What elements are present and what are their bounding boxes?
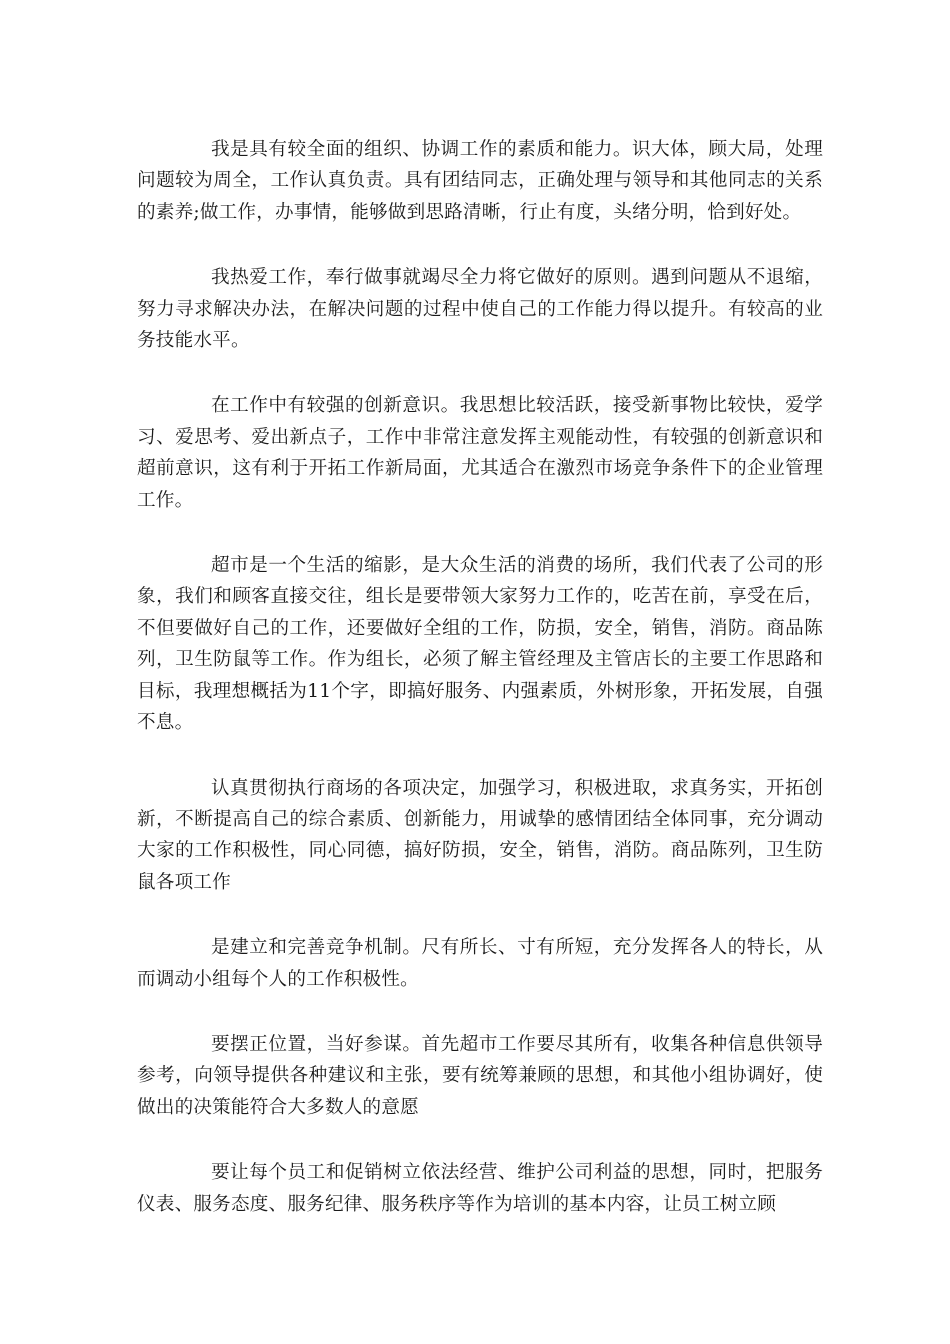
paragraph: 是建立和完善竞争机制。尺有所长、寸有所短，充分发挥各人的特长，从而调动小组每个人的工作积极性。 bbox=[137, 937, 823, 990]
paragraph: 超市是一个生活的缩影，是大众生活的消费的场所，我们代表了公司的形象，我们和顾客直接交往，组长是要带领大家努力工作的，吃苦在前，享受在后，不但要做好自己的工作，还要做好全组的工作，防损，安全，销售，消防。商品陈列，卫生防鼠等工作。作为组长，必须了解主管经理及主管店长的主要工作思路和目标，我理想概括为11个字，即搞好服务、内强素质，外树形象，开拓发展，自强不息。 bbox=[137, 555, 823, 734]
paragraph: 我热爱工作，奉行做事就竭尽全力将它做好的原则。遇到问题从不退缩，努力寻求解决办法，在解决问题的过程中使自己的工作能力得以提升。有较高的业务技能水平。 bbox=[137, 267, 823, 352]
paragraph: 要让每个员工和促销树立依法经营、维护公司利益的思想，同时，把服务仪表、服务态度、服务纪律、服务秩序等作为培训的基本内容，让员工树立顾 bbox=[137, 1162, 823, 1215]
document-body bbox=[137, 134, 823, 1254]
paragraph: 认真贯彻执行商场的各项决定，加强学习，积极进取，求真务实，开拓创新，不断提高自己的综合素质、创新能力，用诚挚的感情团结全体同事，充分调动大家的工作积极性，同心同德，搞好防损，安全，销售，消防。商品陈列，卫生防鼠各项工作 bbox=[137, 777, 823, 893]
paragraph: 我是具有较全面的组织、协调工作的素质和能力。识大体，顾大局，处理问题较为周全，工作认真负责。具有团结同志，正确处理与领导和其他同志的关系的素养;做工作，办事情，能够做到思路清晰，行止有度，头绪分明，恰到好处。 bbox=[137, 139, 823, 223]
paragraph: 要摆正位置，当好参谋。首先超市工作要尽其所有，收集各种信息供领导参考，向领导提供各种建议和主张，要有统筹兼顾的思想，和其他小组协调好，使做出的决策能符合大多数人的意愿 bbox=[137, 1033, 823, 1118]
paragraph: 在工作中有较强的创新意识。我思想比较活跃，接受新事物比较快，爱学习、爱思考、爱出新点子，工作中非常注意发挥主观能动性，有较强的创新意识和超前意识，这有利于开拓工作新局面，尤其适合在激烈市场竞争条件下的企业管理工作。 bbox=[137, 395, 823, 511]
